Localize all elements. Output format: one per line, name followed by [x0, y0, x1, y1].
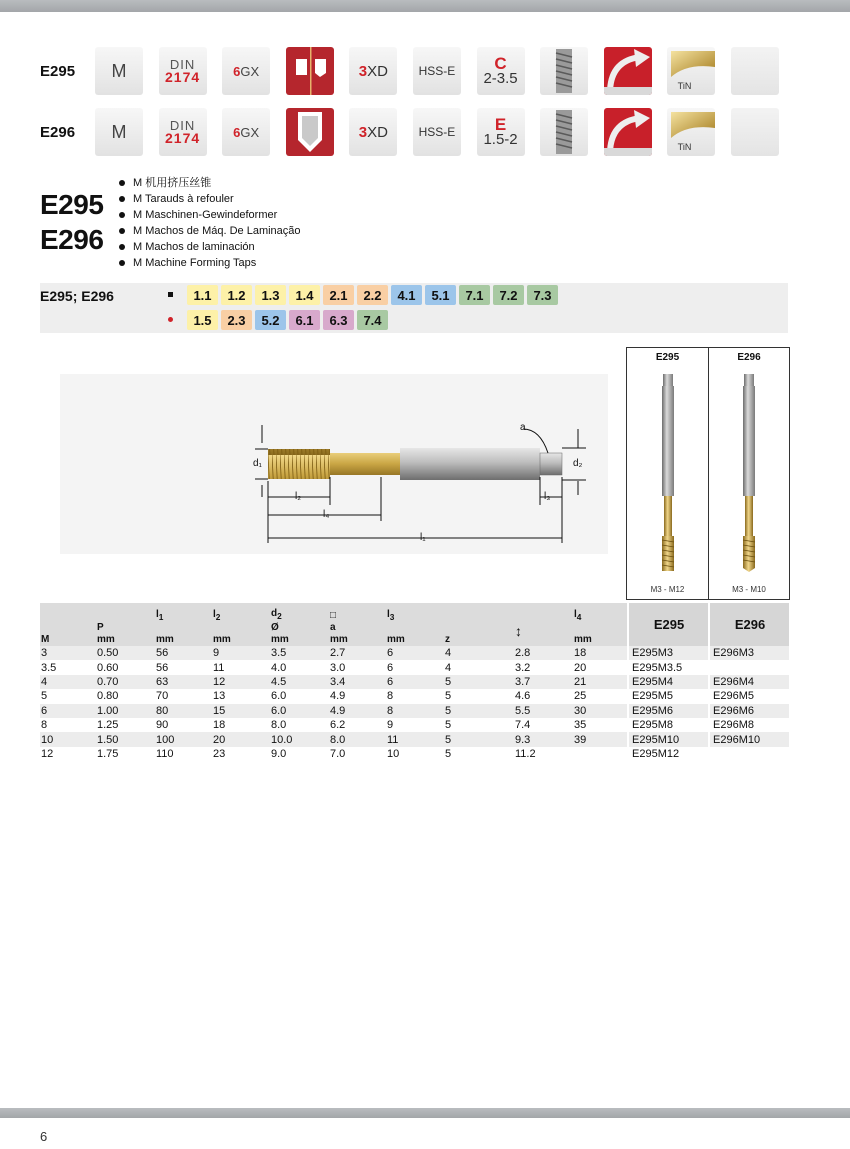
dim-d1-label: d₁ [253, 458, 262, 469]
material-chip: 2.2 [357, 285, 388, 305]
icon-text-din: DIN [169, 118, 196, 133]
table-cell: 5 [41, 690, 48, 703]
table-cell: 4.5 [270, 675, 329, 689]
table-cell: 6 [386, 646, 444, 660]
tap-e296-image [709, 348, 790, 599]
description-item: M 机用挤压丝锥 [119, 175, 301, 191]
chamfer-e-icon [477, 108, 525, 156]
table-cell: E296M10 [709, 732, 789, 746]
col-a-unit: mm [330, 634, 348, 645]
table-cell: E296M3 [709, 646, 789, 660]
table-cell: 4 [444, 646, 514, 660]
col-m-header [40, 603, 96, 646]
table-cell: 100 [155, 732, 212, 746]
table-cell: 7.4 [515, 719, 531, 732]
table-cell: 9.0 [271, 747, 287, 760]
table-cell: 0.60 [97, 661, 119, 674]
table-cell: 5 [444, 704, 514, 718]
table-cell: 110 [156, 747, 174, 760]
col-p-unit: mm [97, 634, 115, 645]
din-2174-icon [159, 47, 207, 95]
table-cell: 1.75 [97, 747, 119, 760]
table-cell: 6 [387, 661, 394, 674]
thread-form-icon [540, 108, 588, 156]
table-cell: 10 [387, 747, 400, 760]
table-cell: 12 [41, 747, 54, 760]
col-a-header [329, 603, 386, 646]
col-p-header [96, 603, 155, 646]
table-cell: 4.9 [329, 704, 386, 718]
table-cell: E296M4 [709, 675, 789, 689]
table-cell: E296M6 [709, 704, 789, 718]
table-cell: 10.0 [270, 732, 329, 746]
table-cell: 6 [386, 675, 444, 689]
thread-m-icon [95, 108, 143, 156]
table-cell: 6.0 [270, 704, 329, 718]
tool-e296 [708, 348, 789, 599]
hss-e-material-icon [413, 108, 461, 156]
table-cell: 0.50 [96, 646, 155, 660]
table-cell: 35 [574, 719, 587, 732]
icon-text: XD [367, 62, 388, 80]
table-cell: 18 [573, 646, 628, 660]
blank-icon [731, 47, 779, 95]
table-cell: 15 [212, 704, 270, 718]
material-label: E295; E296 [40, 288, 114, 304]
col-l1-sub: 1 [158, 612, 164, 622]
table-cell: 12 [212, 675, 270, 689]
col-l2-header [212, 603, 270, 646]
col-l1-unit: mm [156, 634, 174, 645]
table-cell: 8 [387, 690, 394, 703]
col-z-label: z [445, 634, 450, 645]
table-cell: 13 [213, 690, 226, 703]
table-cell: 21 [573, 675, 628, 689]
col-l4-letter: l [574, 609, 577, 620]
table-cell: E295M4 [628, 675, 709, 689]
tin-coating-icon [667, 108, 715, 156]
table-cell: 4 [40, 675, 96, 689]
material-chip: 7.2 [493, 285, 524, 305]
table-cell: 63 [155, 675, 212, 689]
page-number: 6 [40, 1129, 48, 1144]
table-cell: 56 [156, 661, 169, 674]
description-item: M Machos de Máq. De Laminação [119, 223, 301, 239]
table-cell: 3 [40, 646, 96, 660]
table-cell: 6.0 [271, 690, 287, 703]
dim-l1-label: l₁ [420, 532, 426, 543]
tap-drawing [240, 415, 600, 550]
drill-icon: ↕ [515, 623, 522, 639]
table-cell: 20 [574, 661, 587, 674]
table-cell: 6 [40, 704, 96, 718]
thread-form-icon [540, 47, 588, 95]
col-l3-header [386, 603, 444, 646]
material-chip: 7.3 [527, 285, 558, 305]
primary-materials [163, 285, 561, 305]
table-cell [573, 747, 628, 761]
tool-images-box [626, 347, 790, 600]
table-cell: E295M8 [628, 718, 709, 732]
table-row [40, 747, 789, 761]
col-l3-symbol [387, 609, 444, 623]
dim-l4-label: l₄ [323, 509, 330, 520]
icon-text: XD [367, 123, 388, 141]
icon-text-number: 2174 [165, 69, 201, 85]
din-2174-icon [159, 108, 207, 156]
col-l4-unit: mm [574, 634, 592, 645]
icon-text-number: 3 [358, 62, 368, 80]
spec-table [40, 603, 789, 761]
col-z-header [444, 603, 514, 646]
material-chip: 1.4 [289, 285, 320, 305]
material-chip: 7.1 [459, 285, 490, 305]
table-header-row [40, 603, 789, 646]
table-cell: 5.5 [514, 704, 573, 718]
col-m-label: M [41, 634, 50, 645]
icon-row-e295 [40, 47, 795, 95]
col-p-label: P [97, 622, 104, 633]
table-cell: 5 [445, 719, 452, 732]
table-row [40, 646, 789, 660]
table-row [40, 732, 789, 746]
description-item: M Maschinen-Gewindeformer [119, 207, 301, 223]
icon-text-number: 6 [233, 124, 241, 140]
top-bar [0, 0, 850, 12]
table-cell: E295M12 [628, 747, 709, 761]
material-chip: 1.3 [255, 285, 286, 305]
table-cell: E296M5 [709, 689, 789, 703]
material-chip: 1.2 [221, 285, 252, 305]
icon-row-e296 [40, 108, 795, 156]
icon-value: 2-3.5 [483, 70, 518, 87]
col-d2-letter: d [271, 608, 278, 619]
table-cell: 2.7 [329, 646, 386, 660]
icon-text: GX [240, 63, 260, 79]
table-cell: 5 [445, 690, 452, 703]
table-cell [709, 660, 789, 674]
table-cell: 39 [573, 732, 628, 746]
icon-text-number: 3 [358, 123, 368, 141]
col-l4-symbol [574, 609, 627, 623]
icon-text: GX [240, 124, 260, 140]
description-item: M Machos de laminación [119, 239, 301, 255]
table-cell: 25 [574, 690, 587, 703]
tool-e296-range: M3 - M10 [732, 585, 766, 594]
table-cell: 3.2 [515, 661, 531, 674]
table-cell: 9.3 [514, 732, 573, 746]
table-cell: 2.8 [514, 646, 573, 660]
icon-text: M [111, 60, 127, 81]
table-cell: 11.2 [515, 747, 536, 760]
material-chip: 2.3 [221, 310, 252, 330]
icon-text: M [111, 121, 127, 142]
table-row [40, 718, 789, 732]
table-cell: E296M8 [709, 718, 789, 732]
col-d2-header [270, 603, 329, 646]
table-cell: 4.0 [271, 661, 287, 674]
right-hand-rotation-icon [604, 108, 652, 156]
col-l3-unit: mm [387, 634, 405, 645]
dim-d2-label: d₂ [573, 458, 583, 469]
table-cell: E295M3.5 [628, 660, 709, 674]
tool-e295-title: E295 [655, 352, 680, 363]
table-cell: 3.5 [41, 661, 57, 674]
table-cell: 30 [573, 704, 628, 718]
red-dot-icon [163, 310, 183, 330]
col-l1-header [155, 603, 212, 646]
table-cell: 90 [156, 719, 169, 732]
tool-e295 [627, 348, 708, 599]
square-bullet-icon [163, 285, 183, 305]
material-chip: 5.2 [255, 310, 286, 330]
col-l2-symbol [213, 609, 270, 623]
icon-text: HSS-E [418, 125, 456, 139]
icon-text: HSS-E [418, 64, 456, 78]
table-row [40, 675, 789, 689]
right-hand-rotation-icon [604, 47, 652, 95]
material-chip: 1.1 [187, 285, 218, 305]
table-cell: 20 [212, 732, 270, 746]
table-cell: 80 [155, 704, 212, 718]
hss-e-material-icon [413, 47, 461, 95]
tolerance-6gx-icon [222, 108, 270, 156]
blank-icon [731, 108, 779, 156]
table-cell: 1.25 [97, 719, 119, 732]
col-drill-header [514, 603, 573, 646]
material-chip: 5.1 [425, 285, 456, 305]
title-e295: E295 [40, 189, 104, 220]
material-band [40, 283, 788, 333]
col-d2-sub: 2 [277, 611, 282, 621]
material-chip: 7.4 [357, 310, 388, 330]
straight-flute-icon [286, 47, 334, 95]
col-l2-letter: l [213, 609, 216, 620]
table-cell: 4 [445, 661, 452, 674]
table-cell: 9 [387, 719, 394, 732]
col-d2-unit: mm [271, 634, 289, 645]
col-d2-diameter: Ø [271, 622, 279, 633]
table-cell: 9 [212, 646, 270, 660]
table-cell: E295M6 [628, 704, 709, 718]
table-cell: 7.0 [330, 747, 346, 760]
table-cell: 6.2 [330, 719, 346, 732]
table-cell: 23 [213, 747, 226, 760]
chamfer-c-icon [477, 47, 525, 95]
table-row [40, 660, 789, 674]
table-cell: 1.50 [96, 732, 155, 746]
table-cell: E295M5 [628, 689, 709, 703]
square-size-icon: □ [330, 610, 337, 621]
tool-e295-range: M3 - M12 [650, 585, 685, 594]
col-l4-header [573, 603, 628, 646]
description-item: M Machine Forming Taps [119, 255, 301, 271]
table-cell: 3.5 [270, 646, 329, 660]
icon-text: TiN [677, 81, 692, 91]
table-row [40, 689, 789, 703]
secondary-materials [163, 310, 391, 330]
col-l4-sub: 4 [576, 612, 582, 622]
col-l2-unit: mm [213, 634, 231, 645]
table-cell: 4.9 [330, 690, 346, 703]
row-code: E295 [40, 62, 76, 80]
col-l3-sub: 3 [389, 612, 395, 622]
icon-text-number: 2174 [165, 130, 201, 146]
blind-hole-icon [286, 108, 334, 156]
col-l3-letter: l [387, 609, 390, 620]
table-cell: 8.0 [329, 732, 386, 746]
thread-m-icon [95, 47, 143, 95]
table-cell: 4.6 [515, 690, 531, 703]
table-cell: 3.7 [514, 675, 573, 689]
dim-l2-label: l₂ [295, 491, 302, 502]
table-cell: E295M3 [628, 646, 709, 660]
table-cell: 0.70 [96, 675, 155, 689]
table-cell: 56 [155, 646, 212, 660]
col-d2-symbol [271, 608, 329, 622]
table-cell: 70 [156, 690, 169, 703]
col-a-label: a [330, 622, 336, 633]
table-cell: 1.00 [96, 704, 155, 718]
description-list [119, 175, 301, 271]
table-cell: 0.80 [97, 690, 119, 703]
col-l1-symbol [156, 609, 212, 623]
table-cell: 5 [444, 675, 514, 689]
table-cell: 10 [40, 732, 96, 746]
title-e296: E296 [40, 224, 104, 255]
icon-text-number: 6 [233, 63, 241, 79]
table-cell: 3.0 [330, 661, 346, 674]
table-cell: 8 [41, 719, 48, 732]
material-chip: 4.1 [391, 285, 422, 305]
material-chip: 6.1 [289, 310, 320, 330]
spec-table-body [40, 646, 789, 761]
icon-text-din: DIN [169, 57, 196, 72]
table-cell: 8.0 [271, 719, 287, 732]
table-cell: 18 [213, 719, 226, 732]
icon-letter: C [494, 54, 507, 73]
tap-e295-image [627, 348, 708, 599]
table-cell: 8 [386, 704, 444, 718]
tolerance-6gx-icon [222, 47, 270, 95]
table-cell: 5 [444, 732, 514, 746]
icon-text: TiN [677, 142, 692, 152]
icon-value: 1.5-2 [483, 131, 518, 148]
description-item: M Tarauds à refouler [119, 191, 301, 207]
bottom-bar [0, 1108, 850, 1118]
depth-3xd-icon [349, 108, 397, 156]
material-chip: 1.5 [187, 310, 218, 330]
tool-e296-title: E296 [737, 352, 761, 363]
icon-letter: E [494, 115, 507, 134]
tin-coating-icon [667, 47, 715, 95]
table-cell: 5 [445, 747, 452, 760]
dim-l3-label: l₃ [544, 491, 551, 502]
table-cell: 11 [386, 732, 444, 746]
table-cell: 3.4 [329, 675, 386, 689]
material-chip: 2.1 [323, 285, 354, 305]
tap-drawing-svg [240, 415, 600, 545]
table-row [40, 704, 789, 718]
table-cell: 11 [213, 661, 225, 674]
dim-a-label: a [520, 422, 526, 433]
col-l2-sub: 2 [215, 612, 221, 622]
table-cell [709, 747, 789, 761]
col-e296-header: E296 [709, 603, 789, 646]
table-cell: E295M10 [628, 732, 709, 746]
row-code: E296 [40, 123, 76, 141]
depth-3xd-icon [349, 47, 397, 95]
col-e295-header: E295 [628, 603, 709, 646]
col-l1-letter: l [156, 609, 159, 620]
material-chip: 6.3 [323, 310, 354, 330]
